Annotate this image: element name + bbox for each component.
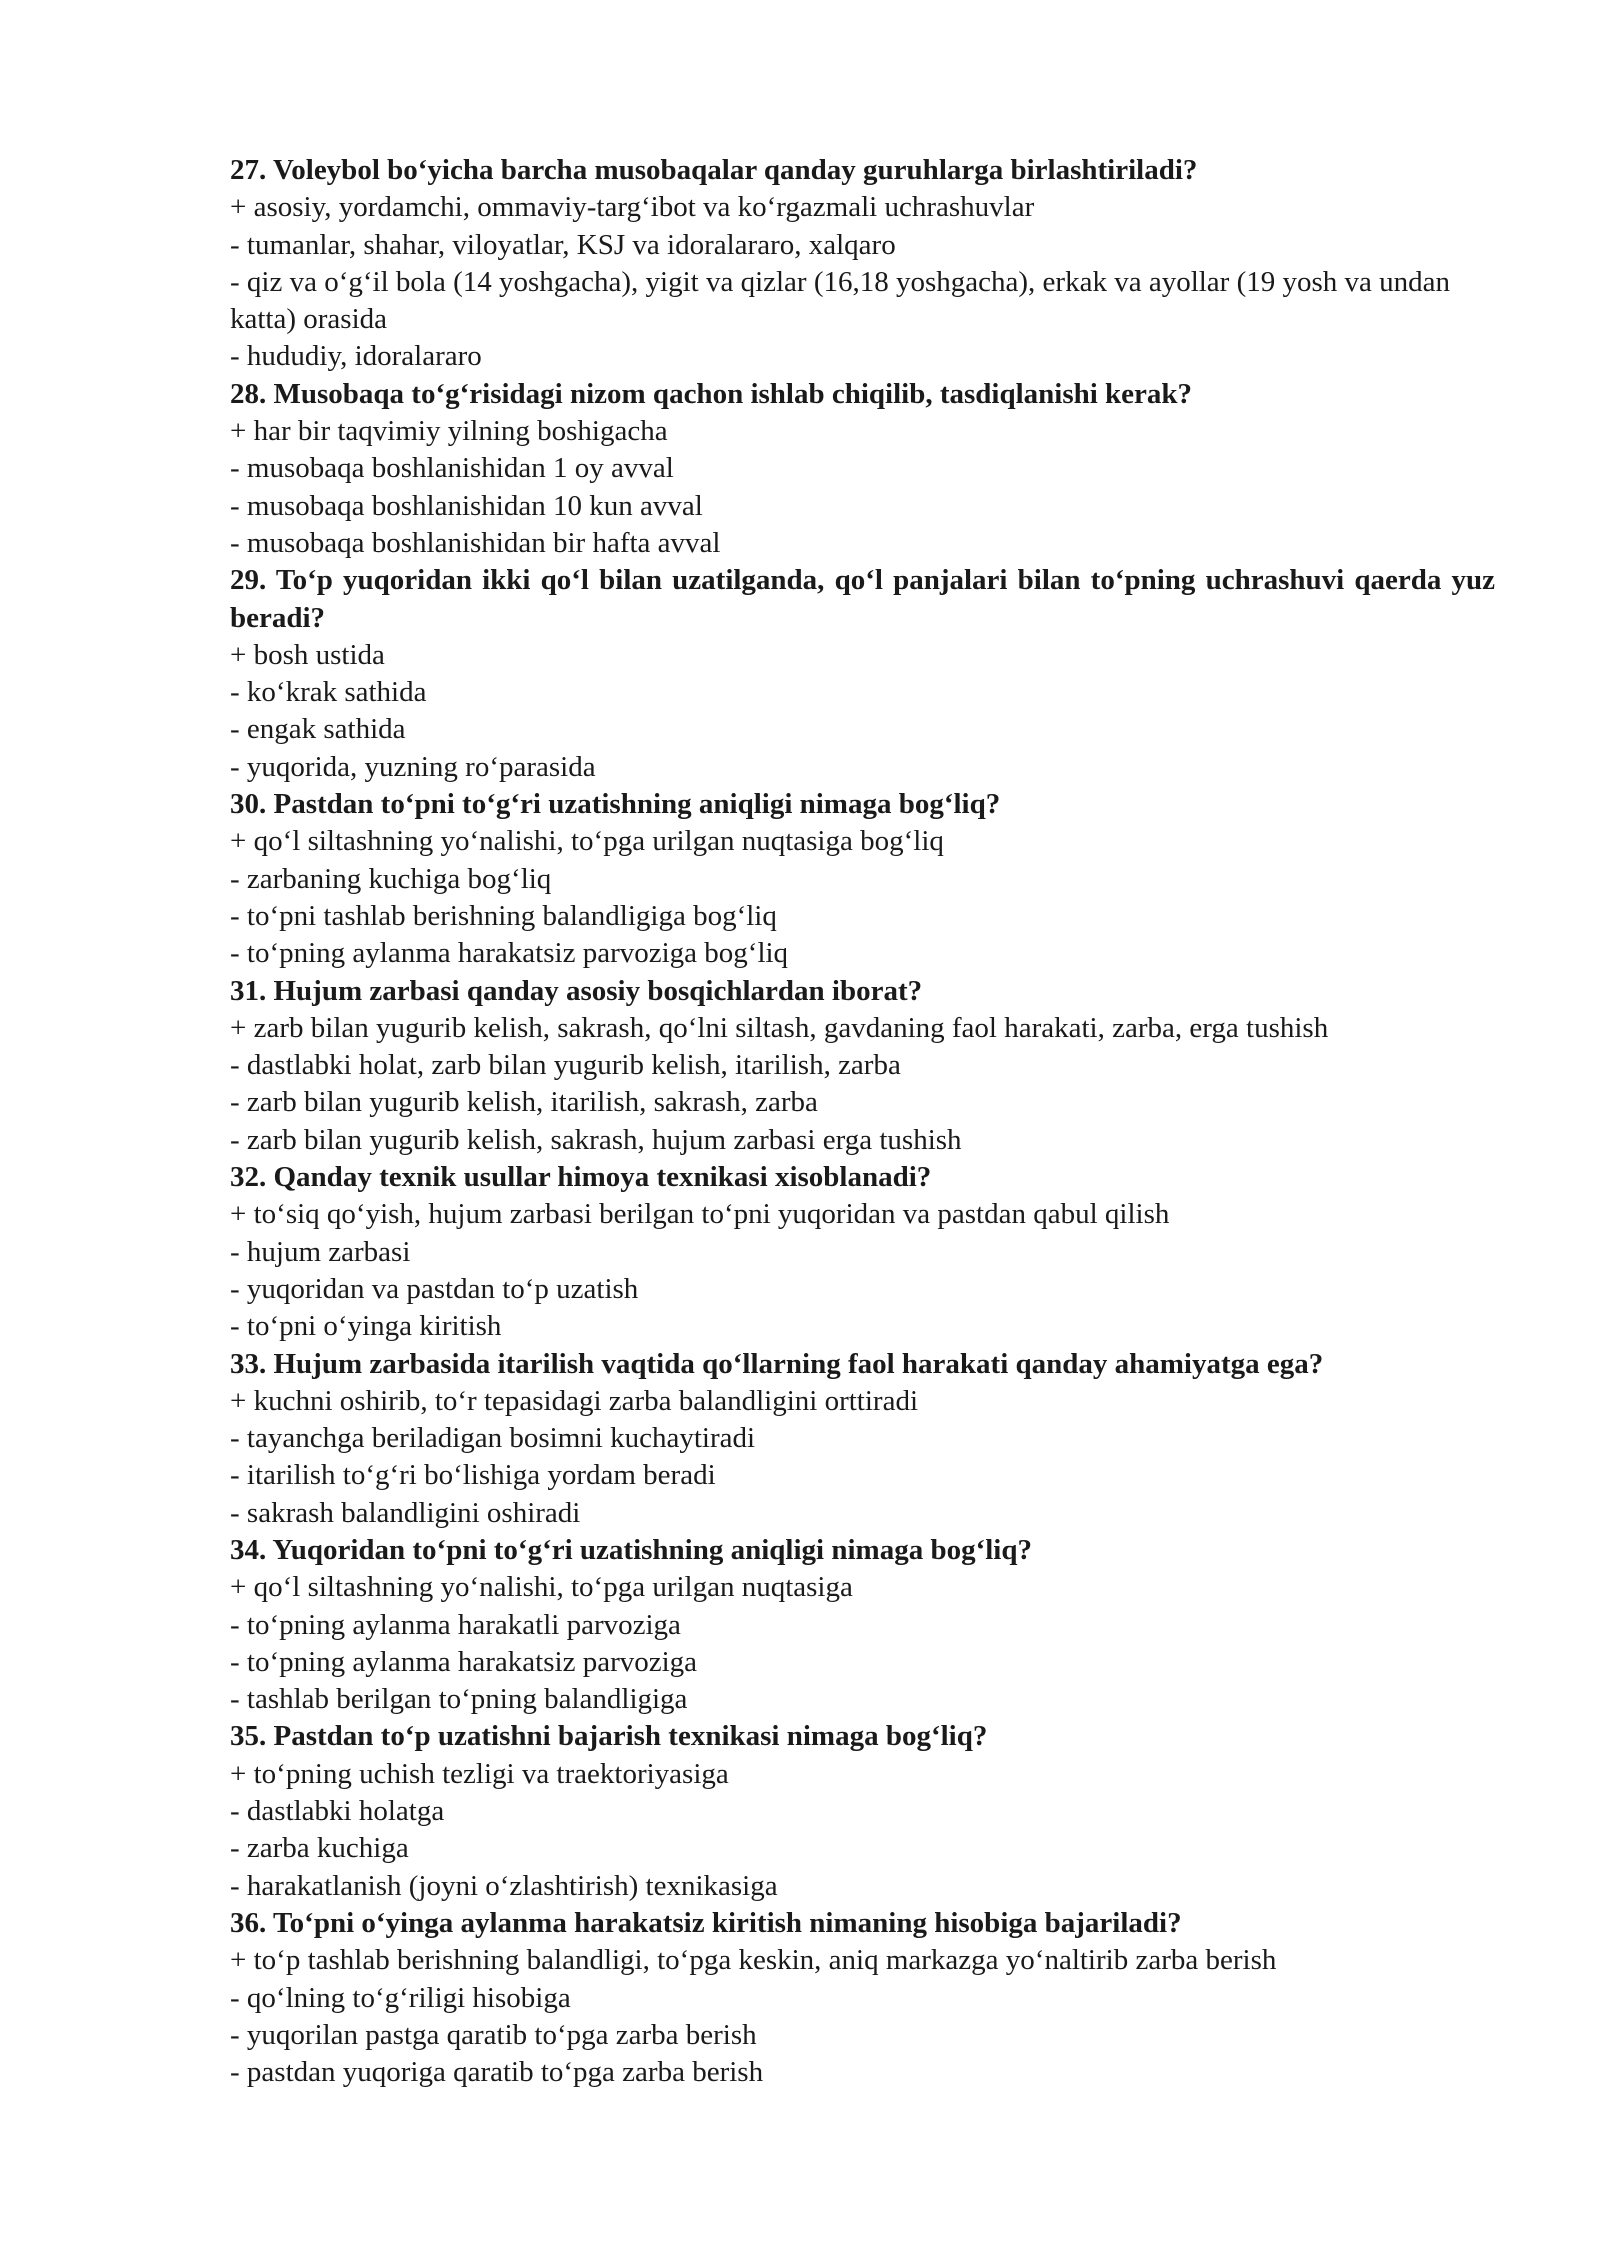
answer-option: - qiz va o‘g‘il bola (14 yoshgacha), yigit va qizlar (16,18 yoshgacha), erkak va ayollar (19 yosh va undan katta) orasida: [230, 265, 1451, 336]
answer-option: - zarba kuchiga: [230, 1832, 409, 1865]
answer-option: - dastlabki holatga: [230, 1795, 445, 1828]
answer-option: - tashlab berilgan to‘pning balandligiga: [230, 1683, 688, 1716]
answer-option: - zarb bilan yugurib kelish, itarilish, sakrash, zarba: [230, 1086, 818, 1119]
answer-option: - musobaqa boshlanishidan bir hafta avval: [230, 526, 721, 559]
question-block: [230, 1905, 1495, 2091]
answer-option: - sakrash balandligini oshiradi: [230, 1496, 581, 1529]
answer-option: - ko‘krak sathida: [230, 676, 427, 709]
answer-option-correct: + kuchni oshirib, to‘r tepasidagi zarba balandligini orttiradi: [230, 1384, 918, 1417]
question-title: 30. Pastdan to‘pni to‘g‘ri uzatishning aniqligi nimaga bog‘liq?: [230, 788, 1001, 821]
question-title: 35. Pastdan to‘p uzatishni bajarish texnikasi nimaga bog‘liq?: [230, 1720, 988, 1753]
document-page: [230, 152, 1495, 2091]
answer-option: - zarbaning kuchiga bog‘liq: [230, 862, 552, 895]
question-title: 36. To‘pni o‘yinga aylanma harakatsiz kiritish nimaning hisobiga bajariladi?: [230, 1906, 1182, 1939]
question-title: 31. Hujum zarbasi qanday asosiy bosqichlardan iborat?: [230, 974, 923, 1007]
answer-option-correct: + asosiy, yordamchi, ommaviy-targ‘ibot va ko‘rgazmali uchrashuvlar: [230, 191, 1035, 224]
answer-option-correct: + zarb bilan yugurib kelish, sakrash, qo‘lni siltash, gavdaning faol harakati, zarba, erga tushish: [230, 1011, 1329, 1044]
question-block: [230, 562, 1495, 786]
answer-option: - dastlabki holat, zarb bilan yugurib kelish, itarilish, zarba: [230, 1049, 901, 1082]
answer-option: - to‘pni tashlab berishning balandligiga bog‘liq: [230, 899, 777, 932]
answer-option: - to‘pni o‘yinga kiritish: [230, 1310, 502, 1343]
answer-option: - musobaqa boshlanishidan 1 oy avval: [230, 452, 674, 485]
answer-option: - itarilish to‘g‘ri bo‘lishiga yordam beradi: [230, 1459, 716, 1492]
answer-option-correct: + har bir taqvimiy yilning boshigacha: [230, 415, 668, 448]
answer-option: - musobaqa boshlanishidan 10 kun avval: [230, 489, 703, 522]
question-title: 29. To‘p yuqoridan ikki qo‘l bilan uzatilganda, qo‘l panjalari bilan to‘pning uchrashuvi qaerda yuz beradi?: [230, 564, 1495, 634]
question-block: [230, 1532, 1495, 1718]
question-title: 33. Hujum zarbasida itarilish vaqtida qo‘llarning faol harakati qanday ahamiyatga ega?: [230, 1347, 1324, 1380]
answer-option: - yuqorida, yuzning ro‘parasida: [230, 750, 596, 783]
answer-option-correct: + qo‘l siltashning yo‘nalishi, to‘pga urilgan nuqtasiga bog‘liq: [230, 825, 944, 858]
question-block: [230, 1718, 1495, 1904]
answer-option: - to‘pning aylanma harakatli parvoziga: [230, 1608, 681, 1641]
answer-option: - hududiy, idoralararo: [230, 340, 482, 373]
question-block: [230, 376, 1495, 562]
answer-option: - qo‘lning to‘g‘riligi hisobiga: [230, 1981, 571, 2014]
answer-option: - hujum zarbasi: [230, 1235, 411, 1268]
answer-option-correct: + to‘pning uchish tezligi va traektoriyasiga: [230, 1757, 729, 1790]
question-title: 27. Voleybol bo‘yicha barcha musobaqalar qanday guruhlarga birlashtiriladi?: [230, 154, 1198, 186]
answer-option-correct: + to‘p tashlab berishning balandligi, to‘pga keskin, aniq markazga yo‘naltirib zarba berish: [230, 1944, 1277, 1977]
answer-option: - tumanlar, shahar, viloyatlar, KSJ va idoralararo, xalqaro: [230, 228, 896, 261]
answer-option-correct: + bosh ustida: [230, 638, 385, 671]
answer-option: - to‘pning aylanma harakatsiz parvoziga: [230, 1645, 698, 1678]
answer-option: - engak sathida: [230, 713, 406, 746]
answer-option: - pastdan yuqoriga qaratib to‘pga zarba berish: [230, 2056, 764, 2089]
question-title: 34. Yuqoridan to‘pni to‘g‘ri uzatishning aniqligi nimaga bog‘liq?: [230, 1533, 1032, 1566]
question-block: [230, 1346, 1495, 1532]
answer-option: - yuqorilan pastga qaratib to‘pga zarba berish: [230, 2018, 757, 2051]
question-block: [230, 1159, 1495, 1345]
answer-option: - to‘pning aylanma harakatsiz parvoziga bog‘liq: [230, 937, 789, 970]
answer-option: - zarb bilan yugurib kelish, sakrash, hujum zarbasi erga tushish: [230, 1123, 962, 1156]
question-title: 28. Musobaqa to‘g‘risidagi nizom qachon ishlab chiqilib, tasdiqlanishi kerak?: [230, 377, 1193, 410]
question-block: [230, 786, 1495, 972]
question-title: 32. Qanday texnik usullar himoya texnikasi xisoblanadi?: [230, 1161, 932, 1194]
question-block: [230, 152, 1495, 376]
answer-option: - tayanchga beriladigan bosimni kuchaytiradi: [230, 1422, 756, 1455]
answer-option-correct: + to‘siq qo‘yish, hujum zarbasi berilgan to‘pni yuqoridan va pastdan qabul qilish: [230, 1198, 1170, 1231]
answer-option: - yuqoridan va pastdan to‘p uzatish: [230, 1272, 639, 1305]
answer-option-correct: + qo‘l siltashning yo‘nalishi, to‘pga urilgan nuqtasiga: [230, 1571, 853, 1604]
answer-option: - harakatlanish (joyni o‘zlashtirish) texnikasiga: [230, 1869, 778, 1902]
question-block: [230, 973, 1495, 1159]
